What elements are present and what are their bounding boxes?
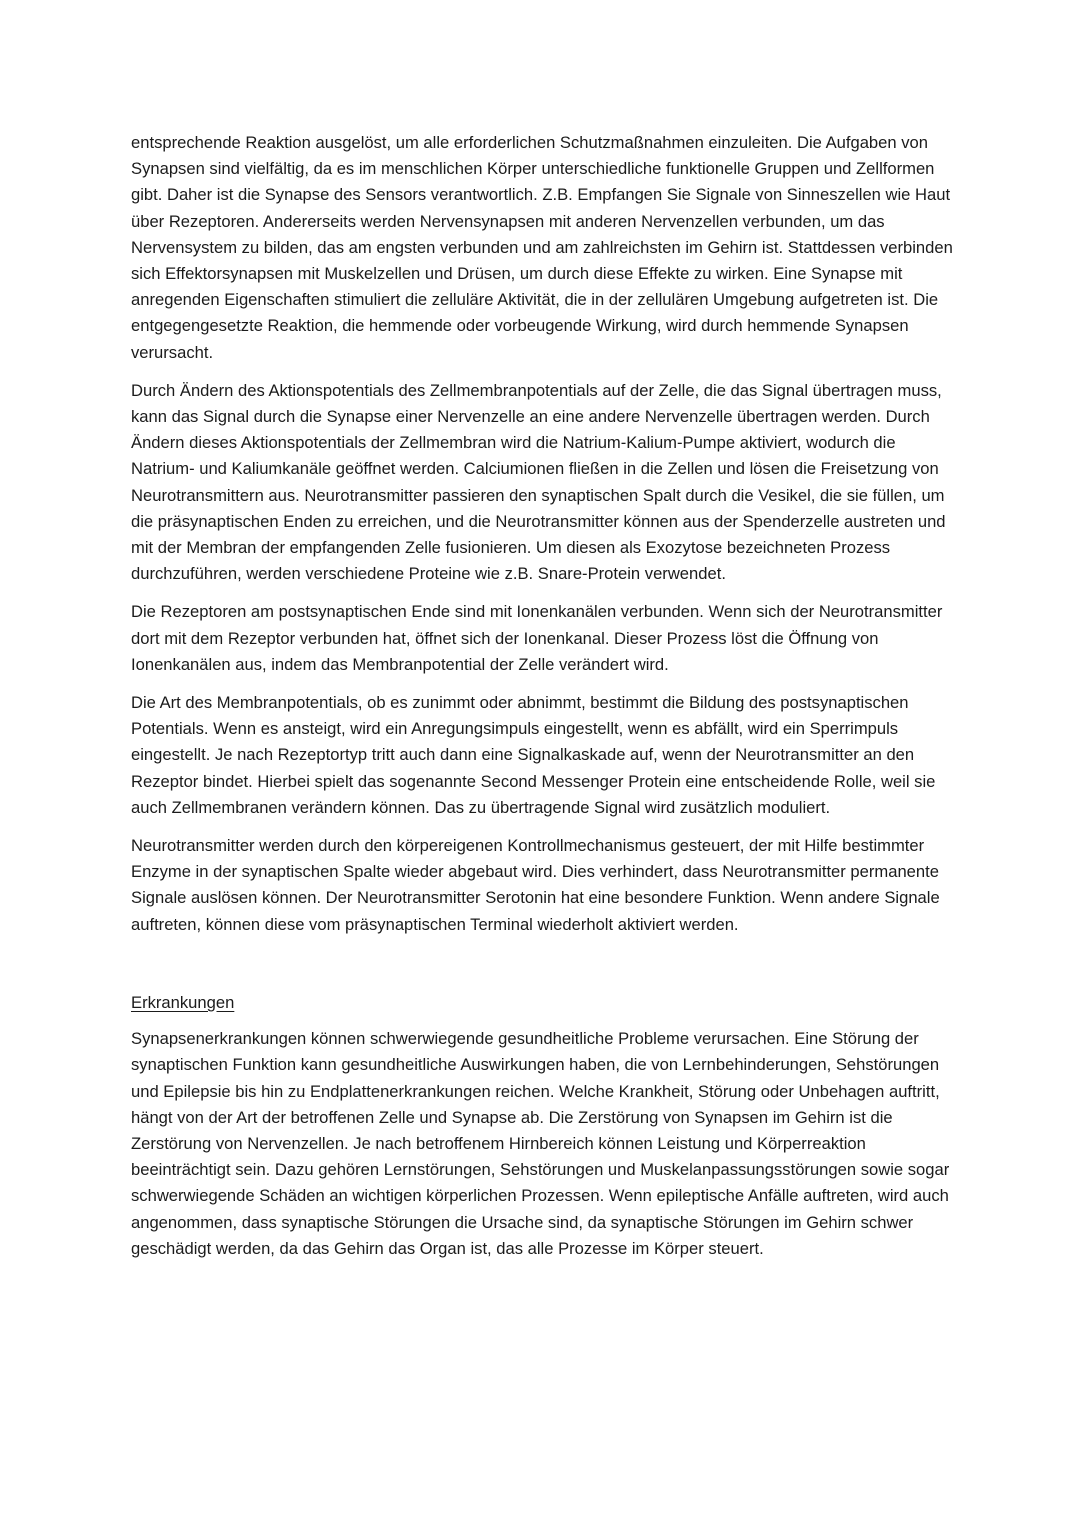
- paragraph-neurotransmitter-control: Neurotransmitter werden durch den körpereigenen Kontrollmechanismus gesteuert, der mit Hilfe bestimmter Enzyme in der synaptischen Spalte wieder abgebaut wird. Dies verhindert, dass Neurotransmitter permanente Signale auslösen können. Der Neurotransmitter Serotonin hat eine besondere Funktion. Wenn andere Signale auftreten, können diese vom präsynaptischen Terminal wiederholt aktiviert werden.: [131, 836, 940, 934]
- section-heading-erkrankungen: Erkrankungen: [131, 992, 235, 1012]
- paragraph-signal-transmission: Durch Ändern des Aktionspotentials des Zellmembranpotentials auf der Zelle, die das Signal übertragen muss, kann das Signal durch die Synapse einer Nervenzelle an eine andere Nervenzelle übertragen werden. Durch Ändern dieses Aktionspotentials der Zellmembran wird die Natrium-Kalium-Pumpe aktiviert, wodurch die Natrium- und Kaliumkanäle geöffnet werden. Calciumionen fließen in die Zellen und lösen die Freisetzung von Neurotransmittern aus. Neurotransmitter passieren den synaptischen Spalt durch die Vesikel, die sie füllen, um die präsynaptischen Enden zu erreichen, und die Neurotransmitter können aus der Spenderzelle austreten und mit der Membran der empfangenden Zelle fusionieren. Um diesen als Exozytose bezeichneten Prozess durchzuführen, werden verschiedene Proteine wie z.B. Snare-Protein verwendet.: [131, 380, 946, 584]
- paragraph-synapse-diseases: Synapsenerkrankungen können schwerwiegende gesundheitliche Probleme verursachen. Eine Störung der synaptischen Funktion kann gesundheitliche Auswirkungen haben, die von Lernbehinderungen, Sehstörungen und Epilepsie bis hin zu Endplattenerkrankungen reichen. Welche Krankheit, Störung oder Unbehagen auftritt, hängt von der Art der betroffenen Zelle und Synapse ab. Die Zerstörung von Synapsen im Gehirn ist die Zerstörung von Nervenzellen. Je nach betroffenem Hirnbereich können Leistung und Körperreaktion beeinträchtigt sein. Dazu gehören Lernstörungen, Sehstörungen und Muskelanpassungsstörungen sowie sogar schwerwiegende Schäden an wichtigen körperlichen Prozessen. Wenn epileptische Anfälle auftreten, wird auch angenommen, dass synaptische Störungen die Ursache sind, da synaptische Störungen im Gehirn schwer geschädigt werden, da das Gehirn das Organ ist, das alle Prozesse im Körper steuert.: [131, 1029, 950, 1258]
- paragraph-postsynaptic-receptors: Die Rezeptoren am postsynaptischen Ende sind mit Ionenkanälen verbunden. Wenn sich der Neurotransmitter dort mit dem Rezeptor verbunden hat, öffnet sich der Ionenkanal. Dieser Prozess löst die Öffnung von Ionenkanälen aus, indem das Membranpotential der Zelle verändert wird.: [131, 602, 943, 674]
- document-page: [131, 130, 961, 1274]
- paragraph-synapse-tasks: entsprechende Reaktion ausgelöst, um alle erforderlichen Schutzmaßnahmen einzuleiten. Die Aufgaben von Synapsen sind vielfältig, da es im menschlichen Körper unterschiedliche funktionelle Gruppen und Zellformen gibt. Daher ist die Synapse des Sensors verantwortlich. Z.B. Empfangen Sie Signale von Sinneszellen wie Haut über Rezeptoren. Andererseits werden Nervensynapsen mit anderen Nervenzellen verbunden, um das Nervensystem zu bilden, das am engsten verbunden und am zahlreichsten im Gehirn ist. Stattdessen verbinden sich Effektorsynapsen mit Muskelzellen und Drüsen, um durch diese Effekte zu wirken. Eine Synapse mit anregenden Eigenschaften stimuliert die zelluläre Aktivität, die in der zellulären Umgebung aufgetreten ist. Die entgegengesetzte Reaktion, die hemmende oder vorbeugende Wirkung, wird durch hemmende Synapsen verursacht.: [131, 133, 953, 362]
- paragraph-membrane-potential: Die Art des Membranpotentials, ob es zunimmt oder abnimmt, bestimmt die Bildung des postsynaptischen Potentials. Wenn es ansteigt, wird ein Anregungsimpuls eingestellt, wenn es abfällt, wird ein Sperrimpuls eingestellt. Je nach Rezeptortyp tritt auch dann eine Signalkaskade auf, wenn der Neurotransmitter an den Rezeptor bindet. Hierbei spielt das sogenannte Second Messenger Protein eine entscheidende Rolle, weil sie auch Zellmembranen verändern können. Das zu übertragende Signal wird zusätzlich moduliert.: [131, 693, 936, 817]
